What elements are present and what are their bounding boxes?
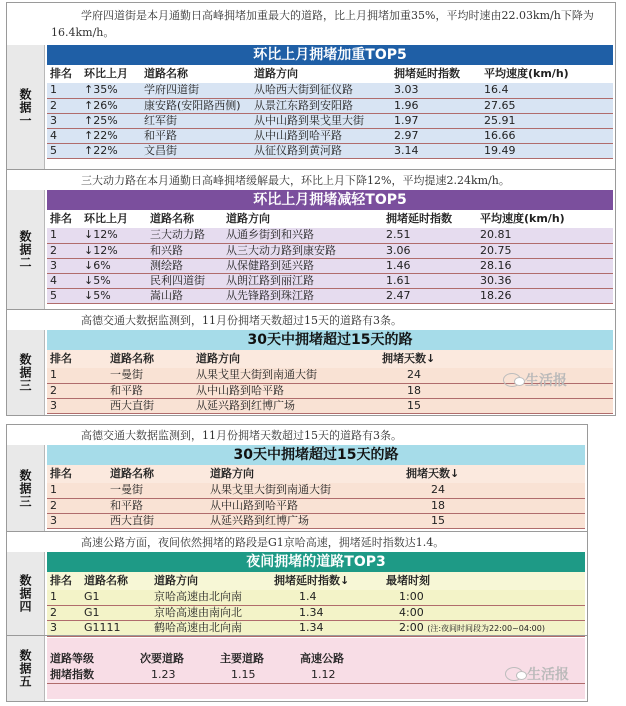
panel-2-intro: 三大动力路在本月通勤日高峰拥堵缓解最大，环比上月下降12%，平均提速2.24km/h。 [81, 174, 510, 187]
panel-3 [7, 309, 615, 415]
panel-4-label: 数据四 [7, 552, 45, 635]
panel-3b-intro: 高德交通大数据监测到，11月份拥堵天数超过15天的道路有3条。 [81, 429, 402, 442]
table-row: 2 ↑26% 康安路(安阳路西侧) 从景江东路到安阳路 1.96 27.65 [47, 98, 613, 113]
table-header-row: 道路等级 次要道路 主要道路 高速公路 [50, 652, 344, 665]
table-header-row: 排名 道路名称 道路方向 拥堵延时指数↓ 最堵时刻 [47, 572, 585, 590]
table-row: 4 ↑22% 和平路 从中山路到哈平路 2.97 16.66 [47, 128, 613, 143]
panel-1-title: 环比上月拥堵加重TOP5 [47, 45, 613, 65]
panel-bottom [6, 424, 588, 702]
table-row: 3 ↓6% 测绘路 从保健路到延兴路 1.46 28.16 [47, 258, 613, 273]
table-row: 2 G1 京哈高速由南向北 1.34 4:00 [47, 605, 585, 620]
table-row: 4 ↓5% 民利四道街 从朗江路到丽江路 1.61 30.36 [47, 273, 613, 288]
panel-1-label: 数据一 [7, 45, 45, 169]
table-row: 3 西大直街 从延兴路到红博广场 15 [47, 398, 613, 413]
table-header-row: 排名 道路名称 道路方向 拥堵天数↓ [47, 465, 585, 483]
watermark: 生活报 [505, 664, 569, 684]
table-row: 3 G1111 鹤哈高速由北向南 1.34 2:00 (注:夜间时间段为22:00~04:00) [47, 620, 585, 636]
panel-3b [7, 425, 587, 531]
panel-4 [7, 531, 587, 635]
table-row: 1 ↓12% 三大动力路 从通乡街到和兴路 2.51 20.81 [47, 228, 613, 243]
table-header-row: 排名 环比上月 道路名称 道路方向 拥堵延时指数 平均速度(km/h) [47, 65, 613, 83]
panel-1-table [47, 65, 613, 159]
panel-2-table [47, 210, 613, 304]
panel-2 [7, 169, 615, 309]
table-row: 2 ↓12% 和兴路 从三大动力路到康安路 3.06 20.75 [47, 243, 613, 258]
note: (注:夜间时间段为22:00~04:00) [427, 623, 545, 633]
table-row: 5 ↓5% 嵩山路 从先锋路到珠江路 2.47 18.26 [47, 288, 613, 303]
watermark: 生活报 [503, 370, 567, 390]
panel-3b-table [47, 465, 585, 529]
panel-3-title: 30天中拥堵超过15天的路 [47, 330, 613, 350]
table-row: 3 ↑25% 红军街 从中山路到果戈里大街 1.97 25.91 [47, 113, 613, 128]
panel-top [6, 2, 616, 416]
panel-3b-title: 30天中拥堵超过15天的路 [47, 445, 585, 465]
panel-1-intro: 学府四道街是本月通勤日高峰拥堵加重最大的道路，比上月拥堵加重35%，平均时速由22.03km/h下降为16.4km/h。 [51, 9, 594, 39]
table-row: 5 ↑22% 文昌街 从征仪路到黄河路 3.14 19.49 [47, 143, 613, 158]
panel-3-label: 数据三 [7, 330, 45, 415]
panel-1 [7, 3, 615, 169]
panel-3-intro: 高德交通大数据监测到，11月份拥堵天数超过15天的道路有3条。 [81, 314, 402, 327]
table-row: 1 一曼街 从果戈里大街到南通大街 24 [47, 483, 585, 498]
table-row: 1 一曼街 从果戈里大街到南通大街 24 [47, 368, 613, 383]
panel-4-title: 夜间拥堵的道路TOP3 [47, 552, 585, 572]
panel-4-intro: 高速公路方面，夜间依然拥堵的路段是G1京哈高速，拥堵延时指数达1.4。 [81, 536, 445, 549]
table-row: 拥堵指数 1.23 1.15 1.12 [47, 668, 585, 683]
table-header-row: 排名 环比上月 道路名称 道路方向 拥堵延时指数 平均速度(km/h) [47, 210, 613, 228]
panel-3b-label: 数据三 [7, 445, 45, 531]
wechat-icon [503, 373, 521, 387]
table-row: 1 ↑35% 学府四道街 从哈西大街到征仪路 3.03 16.4 [47, 83, 613, 98]
table-row: 2 和平路 从中山路到哈平路 18 [47, 498, 585, 513]
panel-4-table [47, 572, 585, 637]
table-row: 1 G1 京哈高速由北向南 1.4 1:00 [47, 590, 585, 605]
panel-2-label: 数据二 [7, 190, 45, 309]
panel-5 [7, 635, 587, 701]
table-row: 3 西大直街 从延兴路到红博广场 15 [47, 513, 585, 528]
wechat-icon [505, 667, 523, 681]
panel-5-label: 数据五 [7, 636, 45, 701]
table-header-row: 排名 道路名称 道路方向 拥堵天数↓ [47, 350, 613, 368]
table-row: 2 和平路 从中山路到哈平路 18 [47, 383, 613, 398]
panel-2-title: 环比上月拥堵减轻TOP5 [47, 190, 613, 210]
